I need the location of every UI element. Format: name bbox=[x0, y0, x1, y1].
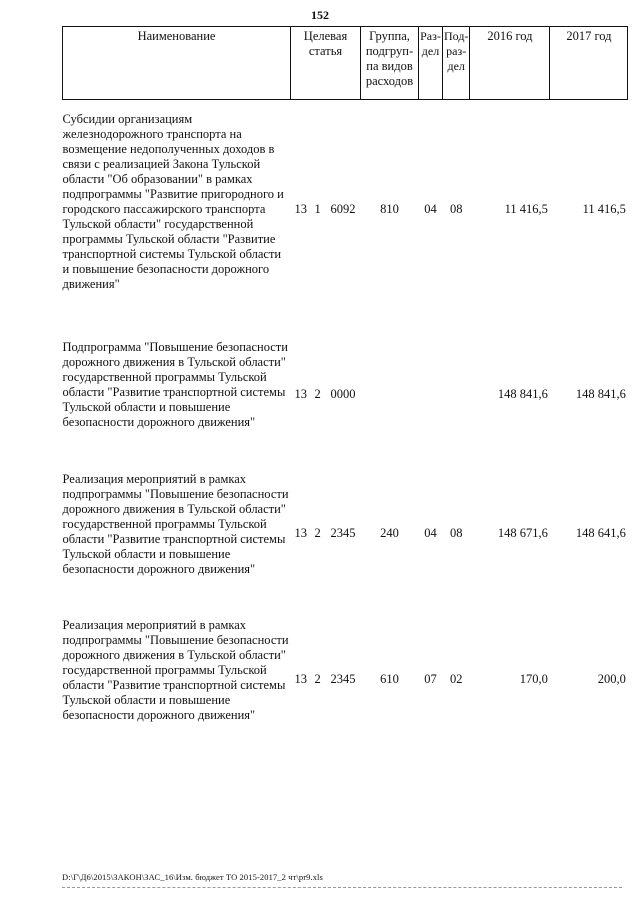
row-2016: 148 841,6 bbox=[497, 386, 548, 401]
row-2017: 200,0 bbox=[597, 671, 626, 686]
table-row bbox=[63, 340, 628, 448]
file-path-footer: D:\Г\Д6\2015\ЗАКОН\ЗАС_16\Изм. бюджет ТО 2015-2017_2 чт\pr9.xls bbox=[62, 872, 323, 882]
row-2017: 148 641,6 bbox=[575, 525, 626, 540]
row-2017: 148 841,6 bbox=[575, 386, 626, 401]
code-program: 13 bbox=[294, 201, 307, 216]
code-subprogram: 1 bbox=[314, 201, 321, 216]
row-2016: 170,0 bbox=[519, 671, 548, 686]
row-2016: 148 671,6 bbox=[497, 525, 548, 540]
table-header-row bbox=[63, 27, 628, 100]
row-subsection: 08 bbox=[449, 201, 463, 216]
row-2016: 11 416,5 bbox=[504, 201, 548, 216]
code-direction: 6092 bbox=[330, 201, 356, 216]
header-name: Наименование bbox=[63, 27, 291, 100]
row-group: 610 bbox=[380, 671, 399, 686]
header-year-2016: 2016 год bbox=[470, 27, 550, 100]
scan-divider bbox=[62, 887, 622, 889]
code-program: 13 bbox=[294, 671, 307, 686]
row-target-article bbox=[291, 472, 361, 594]
row-subsection bbox=[443, 340, 470, 448]
row-name: Реализация мероприятий в рамках подпрограммы "Повышение безопасности дорожного движения в Тульской области" государственной программы Тульской области "Развитие транспортной системы Тульской области и повышение безопасности дорожного движения" bbox=[62, 618, 289, 722]
row-target-article bbox=[291, 618, 361, 740]
code-subprogram: 2 bbox=[314, 671, 321, 686]
header-year-2017: 2017 год bbox=[550, 27, 628, 100]
row-subsection: 02 bbox=[449, 671, 463, 686]
code-program: 13 bbox=[294, 525, 307, 540]
code-subprogram: 2 bbox=[314, 386, 321, 401]
code-program: 13 bbox=[294, 386, 307, 401]
row-name: Субсидии организациям железнодорожного транспорта на возмещение недополученных доходов в связи с реализацией Закона Тульской области "Об образовании" в рамках подпрограммы "Развитие пригородного и городского пассажирского транспорта Тульской области" государственной программы Тульской области "Развитие транспортной системы Тульской области и повышение безопасности дорожного движения" bbox=[62, 112, 284, 291]
header-section: Раз-дел bbox=[419, 27, 443, 100]
row-subsection: 08 bbox=[449, 525, 463, 540]
row-group: 810 bbox=[380, 201, 399, 216]
row-target-article bbox=[291, 340, 361, 448]
row-section: 04 bbox=[424, 525, 437, 540]
header-subsection: Под-раз-дел bbox=[443, 27, 470, 100]
row-section: 04 bbox=[424, 201, 437, 216]
page-number: 152 bbox=[311, 8, 329, 22]
code-direction: 0000 bbox=[330, 386, 356, 401]
row-name: Реализация мероприятий в рамках подпрограммы "Повышение безопасности дорожного движения в Тульской области" государственной программы Тульской области "Развитие транспортной системы Тульской области и повышение безопасности дорожного движения" bbox=[62, 472, 289, 576]
row-section: 07 bbox=[424, 671, 437, 686]
table-row bbox=[63, 112, 628, 306]
header-target-article: Целевая статья bbox=[291, 27, 361, 100]
code-subprogram: 2 bbox=[314, 525, 321, 540]
code-direction: 2345 bbox=[330, 525, 356, 540]
row-group bbox=[361, 340, 419, 448]
table-row bbox=[63, 472, 628, 594]
row-group: 240 bbox=[380, 525, 399, 540]
row-section bbox=[419, 340, 443, 448]
budget-table bbox=[62, 26, 628, 740]
table-row bbox=[63, 618, 628, 740]
code-direction: 2345 bbox=[330, 671, 356, 686]
row-name: Подпрограмма "Повышение безопасности дорожного движения в Тульской области" государственной программы Тульской области "Развитие транспортной системы Тульской области и повышение безопасности дорожного движения" bbox=[62, 340, 288, 429]
row-target-article bbox=[291, 112, 361, 306]
header-group: Группа, подгруп-па видов расходов bbox=[361, 27, 419, 100]
row-2017: 11 416,5 bbox=[582, 201, 626, 216]
